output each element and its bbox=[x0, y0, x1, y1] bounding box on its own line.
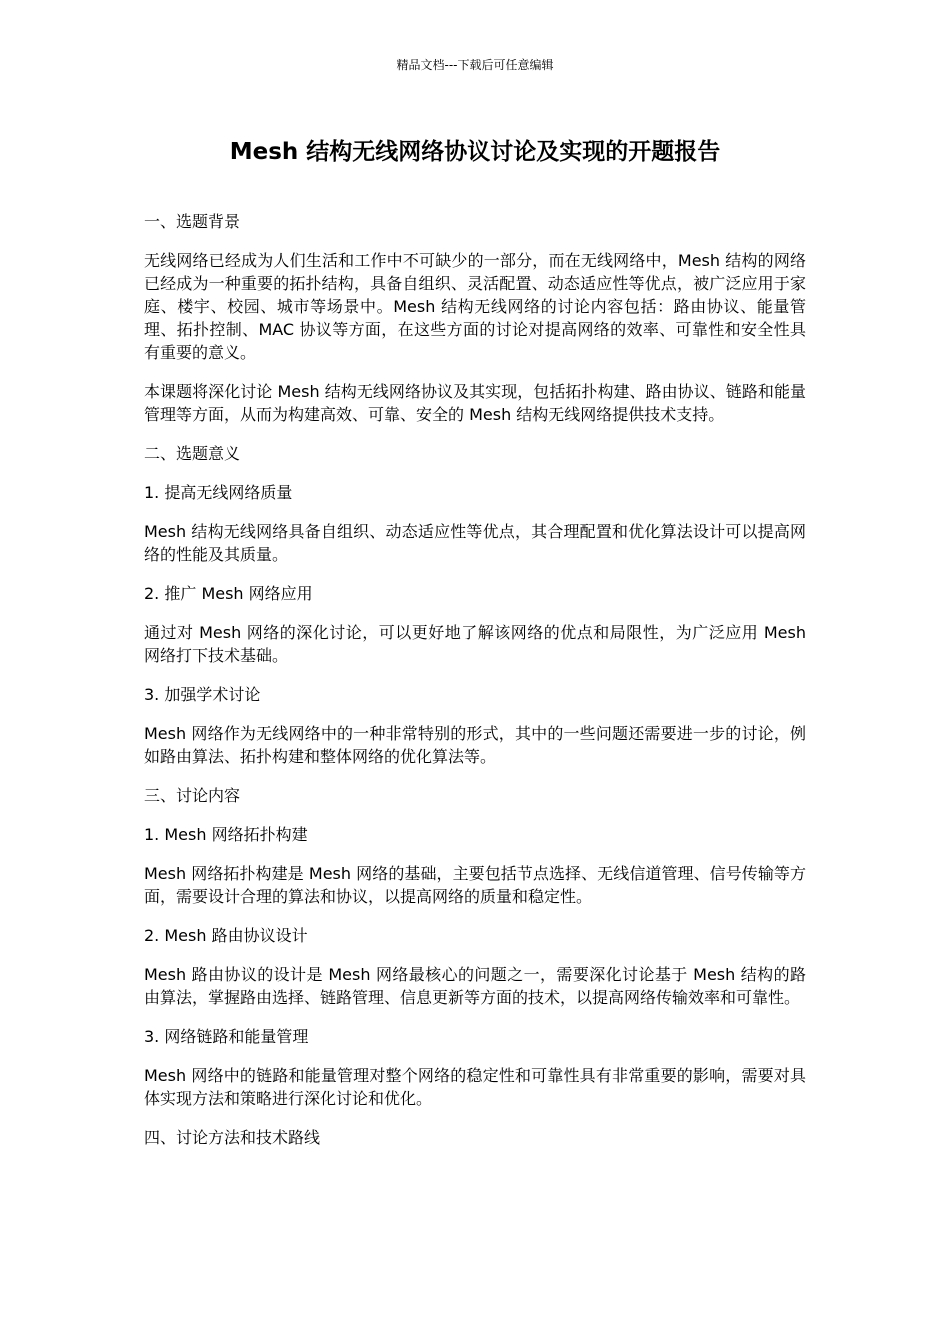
paragraph-topology: Mesh 网络拓扑构建是 Mesh 网络的基础，主要包括节点选择、无线信道管理、信号传输等方面，需要设计合理的算法和协议，以提高网络的质量和稳定性。 bbox=[144, 864, 806, 906]
subheading-improve-quality: 1. 提高无线网络质量 bbox=[144, 483, 293, 502]
section-heading-content: 三、讨论内容 bbox=[144, 786, 241, 805]
subheading-promote-mesh: 2. 推广 Mesh 网络应用 bbox=[144, 584, 313, 603]
subheading-routing: 2. Mesh 路由协议设计 bbox=[144, 926, 308, 945]
paragraph-link-energy: Mesh 网络中的链路和能量管理对整个网络的稳定性和可靠性具有非常重要的影响，需要对具体实现方法和策略进行深化讨论和优化。 bbox=[144, 1066, 806, 1108]
document-title: Mesh 结构无线网络协议讨论及实现的开题报告 bbox=[229, 139, 721, 165]
section-heading-significance: 二、选题意义 bbox=[144, 444, 241, 463]
paragraph-background-2: 本课题将深化讨论 Mesh 结构无线网络协议及其实现，包括拓扑构建、路由协议、链路和能量管理等方面，从而为构建高效、可靠、安全的 Mesh 结构无线网络提供技术支持。 bbox=[144, 382, 806, 424]
section-heading-background: 一、选题背景 bbox=[144, 212, 241, 231]
paragraph-academic: Mesh 网络作为无线网络中的一种非常特别的形式，其中的一些问题还需要进一步的讨论，例如路由算法、拓扑构建和整体网络的优化算法等。 bbox=[144, 724, 806, 766]
document-body bbox=[144, 210, 806, 1165]
paragraph-improve-quality: Mesh 结构无线网络具备自组织、动态适应性等优点，其合理配置和优化算法设计可以提高网络的性能及其质量。 bbox=[144, 522, 806, 564]
subheading-academic: 3. 加强学术讨论 bbox=[144, 685, 261, 704]
subheading-link-energy: 3. 网络链路和能量管理 bbox=[144, 1027, 309, 1046]
paragraph-promote-mesh: 通过对 Mesh 网络的深化讨论，可以更好地了解该网络的优点和局限性，为广泛应用 Mesh 网络打下技术基础。 bbox=[144, 623, 806, 665]
header-note: 精品文档---下载后可任意编辑 bbox=[396, 58, 554, 72]
subheading-topology: 1. Mesh 网络拓扑构建 bbox=[144, 825, 308, 844]
section-heading-methods: 四、讨论方法和技术路线 bbox=[144, 1128, 321, 1147]
paragraph-background-1: 无线网络已经成为人们生活和工作中不可缺少的一部分，而在无线网络中，Mesh 结构的网络已经成为一种重要的拓扑结构，具备自组织、灵活配置、动态适应性等优点，被广泛应用于家庭、楼宇、校园、城市等场景中。Mesh 结构无线网络的讨论内容包括：路由协议、能量管理、拓扑控制、MAC 协议等方面，在这些方面的讨论对提高网络的效率、可靠性和安全性具有重要的意义。 bbox=[144, 251, 806, 362]
paragraph-routing: Mesh 路由协议的设计是 Mesh 网络最核心的问题之一，需要深化讨论基于 Mesh 结构的路由算法，掌握路由选择、链路管理、信息更新等方面的技术，以提高网络传输效率和可靠性。 bbox=[144, 965, 806, 1007]
